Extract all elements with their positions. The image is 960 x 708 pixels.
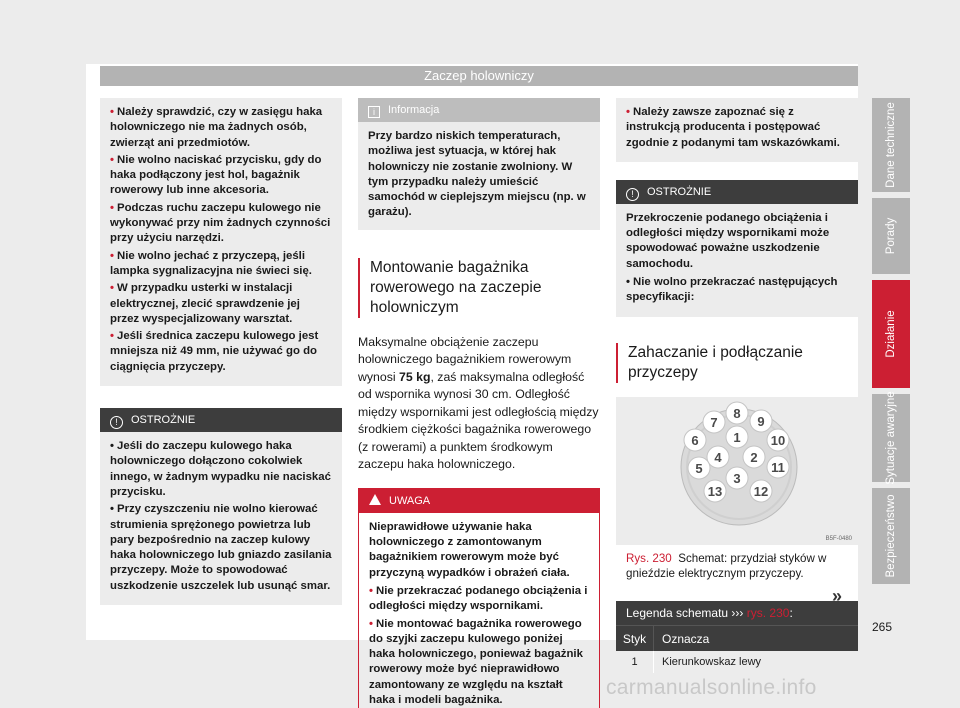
exclamation-icon: !	[110, 416, 123, 429]
list-item: • W przypadku usterki w instalacji elektrycznej, zlecić sprawdzenie jej przez wyspecjalizowany warsztat.	[110, 282, 300, 325]
continue-arrow: »	[832, 586, 843, 606]
page-number: 265	[872, 620, 893, 634]
figure-code: B5F-0480	[825, 535, 852, 542]
info-header: i Informacja	[358, 98, 600, 122]
section-title: Montowanie bagażnika rowerowego na zaczepie holowniczym	[358, 258, 600, 318]
chapter-tabs	[872, 98, 910, 590]
socket-pin-label: 2	[750, 449, 758, 465]
socket-pin-label: 13	[707, 483, 723, 499]
warning-box	[358, 488, 600, 708]
watermark: carmanualsonline.info	[606, 676, 817, 699]
socket-pin-label: 12	[753, 483, 769, 499]
list-item: • Nie montować bagażnika rowerowego do szyjki zaczepu kulowego poniżej haka holowniczego, ponieważ bagażnik rowerowy może być nieprawidłowo zamontowany ze względu na kształt haka i modeli bagażnika.	[369, 617, 583, 707]
caution-header-2: ! OSTROŻNIE	[616, 180, 858, 204]
list-item: • Jeśli do zaczepu kulowego haka holowniczego dołączono cokolwiek innego, w żadnym wypadku nie naciskać przycisku.	[110, 440, 331, 498]
figure-caption: Rys. 230 Schemat: przydział styków w gnieździe elektrycznym przyczepy.	[626, 551, 827, 580]
socket-pin-label: 1	[733, 429, 741, 445]
list-item: • Nie wolno jechać z przyczepą, jeśli lampka sygnalizacyjna nie świeci się.	[110, 249, 312, 277]
info-text: Przy bardzo niskich temperaturach, możliwa jest sytuacja, w której hak holowniczy nie zostanie zwolniony. W tym przypadku należy umieścić samochód w cieplejszym miejscu (np. w garażu).	[368, 130, 586, 219]
list-item: • Należy sprawdzić, czy w zasięgu haka holowniczego nie ma żadnych osób, zwierząt ani przedmiotów.	[110, 106, 323, 149]
list-item: • Należy zawsze zapoznać się z instrukcją producenta i postępować zgodnie z podanymi tam wskazówkami.	[626, 106, 840, 149]
figure-link[interactable]: rys. 230	[746, 605, 790, 620]
section-title-2: Zahaczanie i podłączanie przyczepy	[616, 343, 858, 383]
list-item: • Nie wolno naciskać przycisku, gdy do haka podłączony jest hol, bagażnik rowerowy lub inne akcesoria.	[110, 153, 322, 197]
socket-pin-label: 11	[771, 459, 785, 475]
column-2	[358, 98, 600, 708]
pin-number: 1	[616, 651, 654, 673]
list-item: • Nie przekraczać podanego obciążenia i odległości między wspornikami.	[369, 584, 588, 613]
socket-pin-label: 5	[695, 460, 703, 476]
caution-header: ! OSTROŻNIE	[100, 408, 342, 432]
list-item: • Nie wolno przekraczać następujących specyfikacji:	[626, 276, 838, 304]
legend-columns	[616, 625, 858, 651]
warning-continuation-box-2	[616, 98, 858, 162]
col-header-name: Oznacza	[662, 631, 710, 646]
tab-porady[interactable]: Porady	[872, 198, 910, 274]
socket-pin-label: 6	[691, 432, 699, 448]
tab-sytuacje-awaryjne[interactable]: Sytuacje awaryjne	[872, 394, 910, 482]
column-3	[616, 98, 858, 673]
warning-header: UWAGA	[359, 489, 599, 513]
socket-diagram	[616, 397, 858, 545]
warning-continuation-box	[100, 98, 342, 386]
column-1	[100, 98, 342, 605]
caution-box-2	[616, 204, 858, 317]
warning-intro: Nieprawidłowe używanie haka holowniczego z zamontowanym bagażnikiem rowerowym może być przyczyną wypadków i obrażeń ciała.	[369, 520, 570, 579]
body-paragraph: Maksymalne obciążenie zaczepu holowniczego bagażnikiem rowerowym wynosi 75 kg, zaś maksymalna odległość od wspornika wynosi 30 cm. Odległość między wspornikami jest odległością między środkiem ciężkości bagażnika rowerowego (z rowerami) a punktem środkowym zaczepu haka holowniczego.	[358, 334, 599, 472]
list-item: • Podczas ruchu zaczepu kulowego nie wykonywać przy nim żadnych czynności przy użyciu narzędzi.	[110, 201, 331, 245]
socket-pin-label: 8	[733, 405, 741, 421]
caution-text: Przekroczenie podanego obciążenia i odległości między wspornikami może spowodować poważne uszkodzenie samochodu.	[626, 211, 830, 270]
socket-pin-label: 3	[733, 470, 741, 486]
legend-header: Legenda schematu ››› rys. 230:	[616, 601, 858, 625]
socket-pin-label: 4	[714, 449, 722, 465]
warning-triangle-icon	[369, 494, 381, 505]
socket-pin-label: 9	[757, 413, 765, 429]
list-item: • Przy czyszczeniu nie wolno kierować strumienia sprężonego powietrza lub pary bezpośrednio na zaczep kulowy haka holowniczego lub gniazdo zasilania przyczepy. Może to spowodować uszkodzenie uszczelek lub usunąć smar.	[110, 503, 332, 592]
tab-dzialanie[interactable]: Działanie	[872, 280, 910, 388]
info-box	[358, 122, 600, 230]
socket-pin-label: 10	[770, 432, 786, 448]
table-row	[616, 651, 858, 673]
col-header-pin: Styk	[616, 626, 654, 651]
exclamation-icon: !	[626, 188, 639, 201]
socket-pin-label: 7	[710, 414, 718, 430]
pin-meaning: Kierunkowskaz lewy	[662, 655, 762, 668]
list-item: • Jeśli średnica zaczepu kulowego jest mniejsza niż 49 mm, nie używać go do ciągnięcia przyczepy.	[110, 330, 319, 373]
tab-dane-techniczne[interactable]: Dane techniczne	[872, 98, 910, 192]
caution-box	[100, 432, 342, 605]
page-header: Zaczep holowniczy	[100, 66, 858, 86]
tab-bezpieczenstwo[interactable]: Bezpieczeństwo	[872, 488, 910, 584]
info-icon: i	[368, 106, 380, 118]
